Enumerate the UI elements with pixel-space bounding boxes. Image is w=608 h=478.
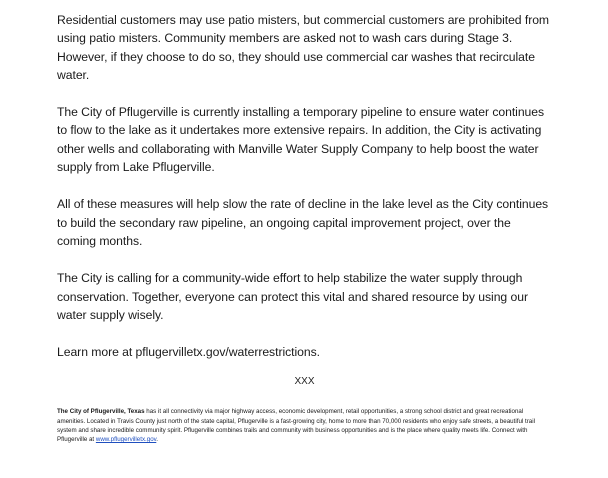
paragraph-community-effort: The City is calling for a community-wide effort to help stabilize the water supply through conservation. Together, everyone can protect this vital and shared resource by using our water supply wisely. xyxy=(57,271,528,322)
boilerplate-tail: . xyxy=(156,436,159,444)
boilerplate-body: has it all connectivity via major highway access, economic development, retail opportunities, a strong school district and great recreational amenities. Located in Travis County just north of the state capital, Pflugerville is a fast-growing city, home to more than 70,000 residents who enjoy safe streets, a beautiful trail system and share incredible community spirit. Pflugerville combines trails and community with business opportunities and is the place where quality meets life. Connect with Pflugerville at xyxy=(57,408,535,444)
city-website-link[interactable]: www.pflugervilletx.gov xyxy=(95,436,157,444)
end-marker: XXX xyxy=(294,376,315,388)
boilerplate-city-name: The City of Pflugerville, Texas xyxy=(57,408,145,416)
press-release-page xyxy=(57,11,552,444)
paragraph-temporary-pipeline: The City of Pflugerville is currently installing a temporary pipeline to ensure water continues to flow to the lake as it undertakes more extensive repairs. In addition, the City is activating other wells and collaborating with Manville Water Supply Company to help boost the water supply from Lake Pflugerville. xyxy=(57,105,545,175)
paragraph-lake-level: All of these measures will help slow the rate of decline in the lake level as the City continues to build the secondary raw pipeline, an ongoing capital improvement project, over the coming months. xyxy=(57,197,549,248)
paragraph-patio-misters: Residential customers may use patio misters, but commercial customers are prohibited from using patio misters. Community members are asked not to wash cars during Stage 3. However, if they choose to do so, they should use commercial car washes that recirculate water. xyxy=(57,13,550,82)
paragraph-learn-more: Learn more at pflugervilletx.gov/waterrestrictions. xyxy=(57,345,320,360)
about-city-boilerplate xyxy=(57,407,552,444)
